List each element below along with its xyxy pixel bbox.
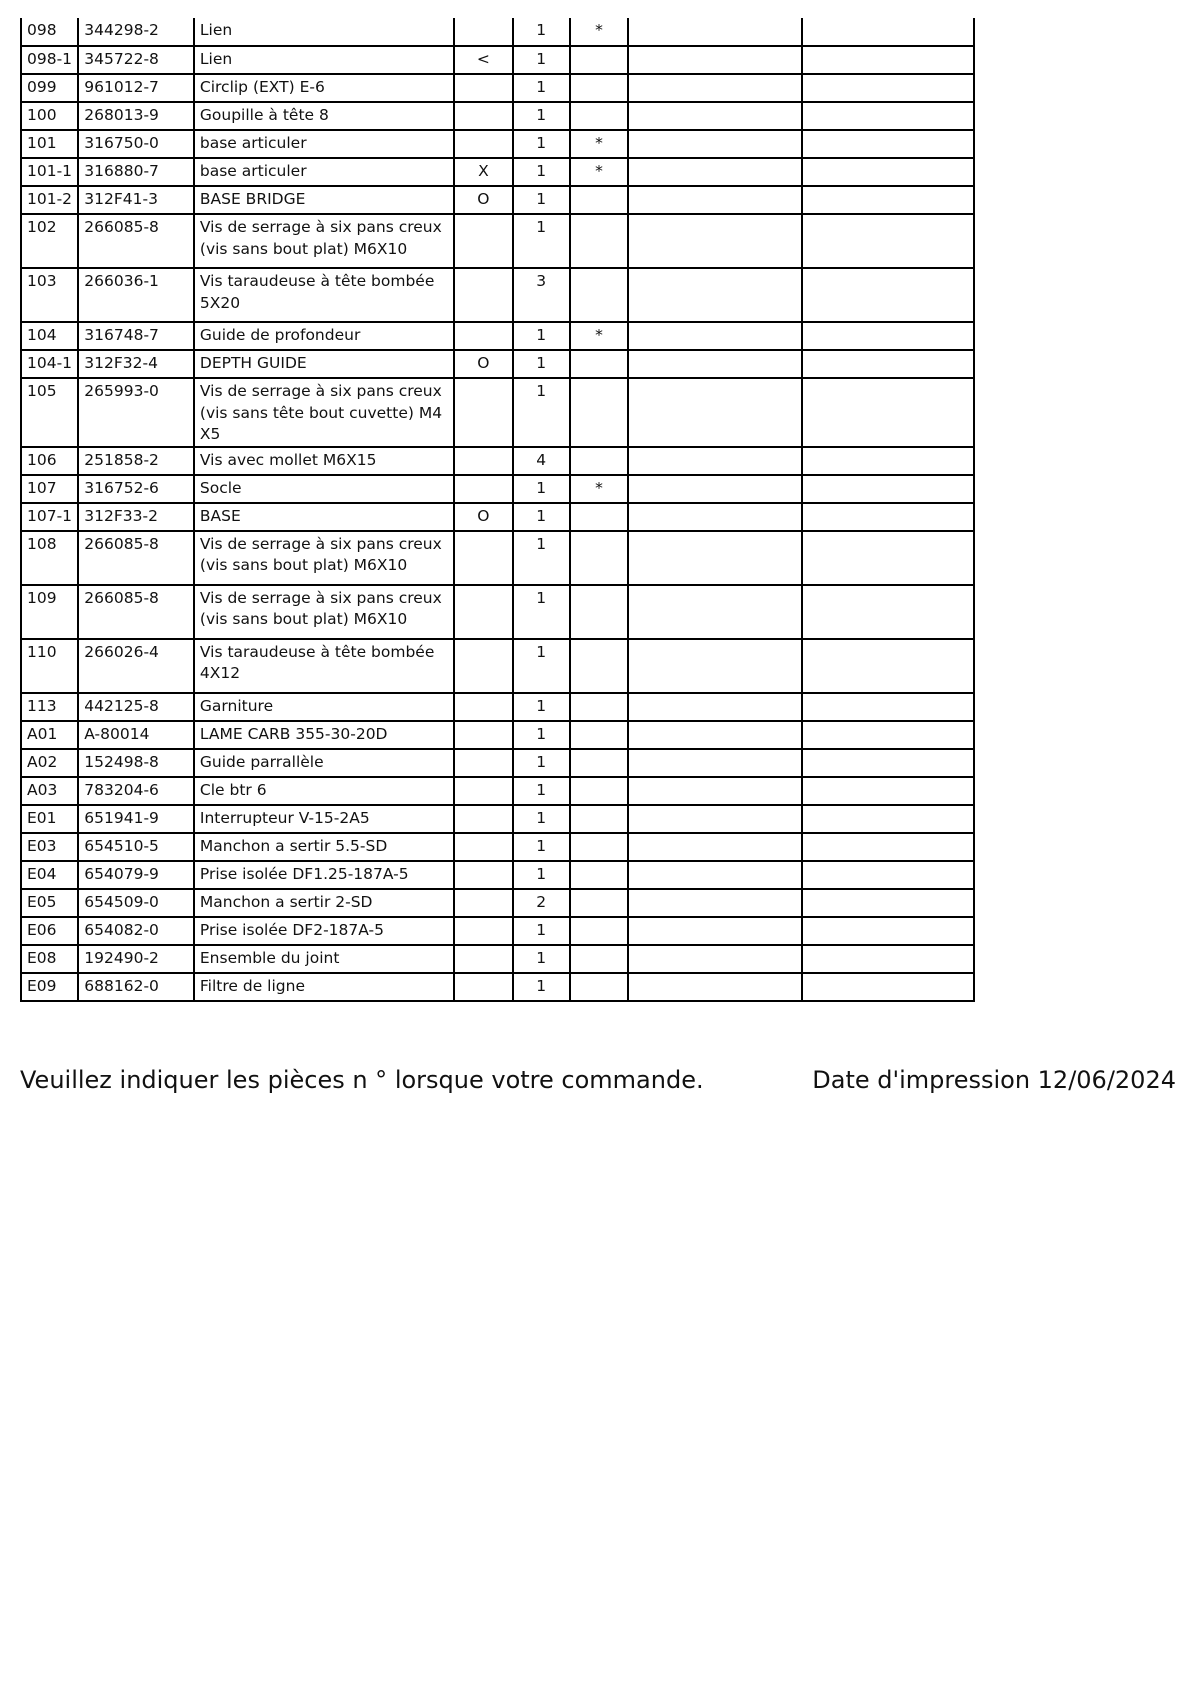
- part-number-cell: E08: [21, 945, 78, 973]
- part-number-cell: E03: [21, 833, 78, 861]
- part-description-cell: Vis taraudeuse à tête bombée 4X12: [194, 639, 454, 693]
- empty-cell: [628, 531, 802, 585]
- empty-cell: [628, 130, 802, 158]
- part-code-cell: 316880-7: [78, 158, 194, 186]
- part-mark-cell: [454, 861, 512, 889]
- empty-cell: [802, 447, 974, 475]
- part-mark-cell: [454, 639, 512, 693]
- part-quantity-cell: 1: [513, 46, 570, 74]
- part-note-cell: [570, 973, 628, 1001]
- part-quantity-cell: 1: [513, 917, 570, 945]
- part-description-cell: Interrupteur V-15-2A5: [194, 805, 454, 833]
- empty-cell: [802, 186, 974, 214]
- table-row: [21, 378, 974, 447]
- empty-cell: [802, 102, 974, 130]
- empty-cell: [802, 46, 974, 74]
- empty-cell: [802, 268, 974, 322]
- table-row: [21, 973, 974, 1001]
- part-note-cell: [570, 46, 628, 74]
- part-quantity-cell: 1: [513, 158, 570, 186]
- table-row: [21, 74, 974, 102]
- part-mark-cell: [454, 268, 512, 322]
- part-quantity-cell: 1: [513, 102, 570, 130]
- part-mark-cell: [454, 721, 512, 749]
- part-description-cell: Filtre de ligne: [194, 973, 454, 1001]
- part-note-cell: *: [570, 18, 628, 46]
- part-code-cell: 316748-7: [78, 322, 194, 350]
- empty-cell: [802, 945, 974, 973]
- part-quantity-cell: 1: [513, 945, 570, 973]
- table-row: [21, 777, 974, 805]
- part-code-cell: 312F33-2: [78, 503, 194, 531]
- empty-cell: [802, 130, 974, 158]
- part-number-cell: 104-1: [21, 350, 78, 378]
- part-description-cell: BASE BRIDGE: [194, 186, 454, 214]
- part-description-cell: Guide parrallèle: [194, 749, 454, 777]
- empty-cell: [628, 805, 802, 833]
- table-row: [21, 130, 974, 158]
- part-number-cell: 107-1: [21, 503, 78, 531]
- table-row: [21, 102, 974, 130]
- part-quantity-cell: 1: [513, 186, 570, 214]
- order-note: Veuillez indiquer les pièces n ° lorsque votre commande.: [20, 1066, 704, 1094]
- part-number-cell: 103: [21, 268, 78, 322]
- part-note-cell: [570, 861, 628, 889]
- part-mark-cell: [454, 18, 512, 46]
- part-mark-cell: [454, 805, 512, 833]
- table-row: [21, 693, 974, 721]
- part-code-cell: 654079-9: [78, 861, 194, 889]
- part-note-cell: [570, 214, 628, 268]
- part-number-cell: 110: [21, 639, 78, 693]
- part-number-cell: 109: [21, 585, 78, 639]
- part-description-cell: Lien: [194, 46, 454, 74]
- empty-cell: [628, 889, 802, 917]
- table-row: [21, 721, 974, 749]
- empty-cell: [802, 693, 974, 721]
- empty-cell: [802, 475, 974, 503]
- part-mark-cell: [454, 322, 512, 350]
- part-description-cell: Socle: [194, 475, 454, 503]
- empty-cell: [802, 158, 974, 186]
- empty-cell: [802, 378, 974, 447]
- part-mark-cell: [454, 378, 512, 447]
- empty-cell: [802, 721, 974, 749]
- part-quantity-cell: 1: [513, 585, 570, 639]
- table-row: [21, 503, 974, 531]
- part-description-cell: Garniture: [194, 693, 454, 721]
- empty-cell: [628, 447, 802, 475]
- empty-cell: [628, 158, 802, 186]
- part-quantity-cell: 1: [513, 973, 570, 1001]
- part-code-cell: 316750-0: [78, 130, 194, 158]
- part-code-cell: 152498-8: [78, 749, 194, 777]
- part-code-cell: 654082-0: [78, 917, 194, 945]
- table-row: [21, 268, 974, 322]
- part-code-cell: A-80014: [78, 721, 194, 749]
- empty-cell: [802, 833, 974, 861]
- table-row: [21, 18, 974, 46]
- part-number-cell: 102: [21, 214, 78, 268]
- empty-cell: [628, 102, 802, 130]
- part-note-cell: [570, 639, 628, 693]
- part-description-cell: Manchon a sertir 5.5-SD: [194, 833, 454, 861]
- empty-cell: [628, 186, 802, 214]
- part-note-cell: [570, 186, 628, 214]
- part-description-cell: Manchon a sertir 2-SD: [194, 889, 454, 917]
- part-note-cell: [570, 74, 628, 102]
- part-description-cell: LAME CARB 355-30-20D: [194, 721, 454, 749]
- part-mark-cell: [454, 130, 512, 158]
- part-number-cell: 100: [21, 102, 78, 130]
- part-mark-cell: [454, 833, 512, 861]
- part-code-cell: 266026-4: [78, 639, 194, 693]
- part-note-cell: [570, 350, 628, 378]
- part-note-cell: *: [570, 475, 628, 503]
- empty-cell: [628, 46, 802, 74]
- part-number-cell: E06: [21, 917, 78, 945]
- empty-cell: [628, 18, 802, 46]
- part-quantity-cell: 1: [513, 693, 570, 721]
- empty-cell: [628, 378, 802, 447]
- part-note-cell: [570, 585, 628, 639]
- part-description-cell: Vis avec mollet M6X15: [194, 447, 454, 475]
- part-mark-cell: [454, 749, 512, 777]
- part-description-cell: Goupille à tête 8: [194, 102, 454, 130]
- part-mark-cell: O: [454, 503, 512, 531]
- empty-cell: [628, 74, 802, 102]
- part-quantity-cell: 1: [513, 805, 570, 833]
- empty-cell: [802, 973, 974, 1001]
- empty-cell: [628, 585, 802, 639]
- part-quantity-cell: 1: [513, 749, 570, 777]
- part-mark-cell: [454, 531, 512, 585]
- part-mark-cell: [454, 585, 512, 639]
- part-code-cell: 345722-8: [78, 46, 194, 74]
- part-description-cell: Vis de serrage à six pans creux (vis sans bout plat) M6X10: [194, 531, 454, 585]
- part-quantity-cell: 1: [513, 777, 570, 805]
- part-code-cell: 344298-2: [78, 18, 194, 46]
- table-row: [21, 158, 974, 186]
- part-note-cell: [570, 378, 628, 447]
- part-description-cell: Vis taraudeuse à tête bombée 5X20: [194, 268, 454, 322]
- empty-cell: [802, 917, 974, 945]
- empty-cell: [628, 693, 802, 721]
- part-note-cell: *: [570, 130, 628, 158]
- part-mark-cell: [454, 693, 512, 721]
- part-mark-cell: [454, 945, 512, 973]
- table-row: [21, 585, 974, 639]
- part-quantity-cell: 1: [513, 214, 570, 268]
- part-description-cell: DEPTH GUIDE: [194, 350, 454, 378]
- part-number-cell: 113: [21, 693, 78, 721]
- part-number-cell: E05: [21, 889, 78, 917]
- empty-cell: [802, 639, 974, 693]
- part-quantity-cell: 1: [513, 503, 570, 531]
- part-note-cell: [570, 805, 628, 833]
- part-description-cell: Vis de serrage à six pans creux (vis sans bout plat) M6X10: [194, 585, 454, 639]
- part-note-cell: [570, 268, 628, 322]
- table-row: [21, 531, 974, 585]
- table-row: [21, 945, 974, 973]
- table-row: [21, 46, 974, 74]
- part-mark-cell: [454, 74, 512, 102]
- part-code-cell: 266085-8: [78, 214, 194, 268]
- part-quantity-cell: 1: [513, 475, 570, 503]
- part-mark-cell: [454, 447, 512, 475]
- empty-cell: [802, 749, 974, 777]
- part-mark-cell: [454, 777, 512, 805]
- empty-cell: [628, 973, 802, 1001]
- part-quantity-cell: 1: [513, 74, 570, 102]
- part-number-cell: E04: [21, 861, 78, 889]
- part-note-cell: [570, 917, 628, 945]
- empty-cell: [802, 503, 974, 531]
- empty-cell: [628, 268, 802, 322]
- part-note-cell: [570, 503, 628, 531]
- empty-cell: [628, 749, 802, 777]
- empty-cell: [628, 833, 802, 861]
- part-quantity-cell: 4: [513, 447, 570, 475]
- empty-cell: [628, 721, 802, 749]
- part-quantity-cell: 1: [513, 639, 570, 693]
- part-description-cell: Guide de profondeur: [194, 322, 454, 350]
- part-description-cell: Lien: [194, 18, 454, 46]
- part-number-cell: A02: [21, 749, 78, 777]
- parts-table: [20, 18, 975, 1002]
- part-number-cell: A03: [21, 777, 78, 805]
- part-mark-cell: [454, 102, 512, 130]
- part-description-cell: Ensemble du joint: [194, 945, 454, 973]
- part-number-cell: 107: [21, 475, 78, 503]
- part-number-cell: A01: [21, 721, 78, 749]
- table-row: [21, 861, 974, 889]
- print-date: Date d'impression 12/06/2024: [812, 1066, 1176, 1094]
- part-note-cell: [570, 693, 628, 721]
- part-code-cell: 654510-5: [78, 833, 194, 861]
- table-row: [21, 917, 974, 945]
- part-note-cell: *: [570, 322, 628, 350]
- empty-cell: [802, 531, 974, 585]
- empty-cell: [628, 214, 802, 268]
- part-code-cell: 266085-8: [78, 585, 194, 639]
- empty-cell: [628, 917, 802, 945]
- empty-cell: [628, 350, 802, 378]
- table-row: [21, 889, 974, 917]
- part-note-cell: [570, 749, 628, 777]
- table-row: [21, 805, 974, 833]
- part-code-cell: 961012-7: [78, 74, 194, 102]
- part-code-cell: 316752-6: [78, 475, 194, 503]
- part-note-cell: [570, 945, 628, 973]
- empty-cell: [628, 861, 802, 889]
- empty-cell: [802, 585, 974, 639]
- empty-cell: [802, 74, 974, 102]
- part-note-cell: [570, 531, 628, 585]
- part-number-cell: 098-1: [21, 46, 78, 74]
- part-description-cell: Prise isolée DF1.25-187A-5: [194, 861, 454, 889]
- part-quantity-cell: 1: [513, 350, 570, 378]
- part-code-cell: 266036-1: [78, 268, 194, 322]
- part-code-cell: 251858-2: [78, 447, 194, 475]
- part-mark-cell: [454, 475, 512, 503]
- part-quantity-cell: 1: [513, 18, 570, 46]
- part-code-cell: 688162-0: [78, 973, 194, 1001]
- part-number-cell: E09: [21, 973, 78, 1001]
- part-quantity-cell: 1: [513, 833, 570, 861]
- empty-cell: [628, 322, 802, 350]
- part-quantity-cell: 1: [513, 721, 570, 749]
- table-row: [21, 639, 974, 693]
- part-description-cell: BASE: [194, 503, 454, 531]
- part-description-cell: Cle btr 6: [194, 777, 454, 805]
- table-row: [21, 475, 974, 503]
- part-note-cell: [570, 777, 628, 805]
- part-code-cell: 268013-9: [78, 102, 194, 130]
- table-row: [21, 322, 974, 350]
- part-code-cell: 192490-2: [78, 945, 194, 973]
- part-description-cell: Prise isolée DF2-187A-5: [194, 917, 454, 945]
- part-description-cell: Circlip (EXT) E-6: [194, 74, 454, 102]
- part-number-cell: 099: [21, 74, 78, 102]
- part-number-cell: 098: [21, 18, 78, 46]
- table-row: [21, 350, 974, 378]
- part-description-cell: Vis de serrage à six pans creux (vis sans tête bout cuvette) M4X5: [194, 378, 454, 447]
- empty-cell: [802, 322, 974, 350]
- table-row: [21, 749, 974, 777]
- part-number-cell: 101-1: [21, 158, 78, 186]
- part-quantity-cell: 1: [513, 378, 570, 447]
- part-quantity-cell: 3: [513, 268, 570, 322]
- part-code-cell: 651941-9: [78, 805, 194, 833]
- part-mark-cell: [454, 214, 512, 268]
- table-row: [21, 214, 974, 268]
- empty-cell: [628, 777, 802, 805]
- table-row: [21, 447, 974, 475]
- part-mark-cell: [454, 889, 512, 917]
- part-mark-cell: O: [454, 186, 512, 214]
- part-code-cell: 442125-8: [78, 693, 194, 721]
- part-note-cell: [570, 833, 628, 861]
- table-row: [21, 186, 974, 214]
- empty-cell: [628, 475, 802, 503]
- parts-table-body: [21, 18, 974, 1001]
- part-note-cell: [570, 721, 628, 749]
- part-mark-cell: [454, 917, 512, 945]
- part-mark-cell: [454, 973, 512, 1001]
- part-code-cell: 783204-6: [78, 777, 194, 805]
- part-code-cell: 312F41-3: [78, 186, 194, 214]
- empty-cell: [802, 18, 974, 46]
- part-description-cell: Vis de serrage à six pans creux (vis sans bout plat) M6X10: [194, 214, 454, 268]
- part-number-cell: 108: [21, 531, 78, 585]
- part-code-cell: 654509-0: [78, 889, 194, 917]
- empty-cell: [802, 889, 974, 917]
- part-code-cell: 312F32-4: [78, 350, 194, 378]
- empty-cell: [802, 805, 974, 833]
- part-note-cell: [570, 102, 628, 130]
- part-quantity-cell: 2: [513, 889, 570, 917]
- part-mark-cell: X: [454, 158, 512, 186]
- part-description-cell: base articuler: [194, 130, 454, 158]
- part-note-cell: *: [570, 158, 628, 186]
- empty-cell: [802, 214, 974, 268]
- table-row: [21, 833, 974, 861]
- part-description-cell: base articuler: [194, 158, 454, 186]
- part-quantity-cell: 1: [513, 861, 570, 889]
- part-code-cell: 265993-0: [78, 378, 194, 447]
- empty-cell: [802, 861, 974, 889]
- part-quantity-cell: 1: [513, 322, 570, 350]
- part-note-cell: [570, 447, 628, 475]
- empty-cell: [802, 777, 974, 805]
- part-number-cell: E01: [21, 805, 78, 833]
- part-mark-cell: O: [454, 350, 512, 378]
- empty-cell: [628, 639, 802, 693]
- empty-cell: [628, 503, 802, 531]
- part-number-cell: 101: [21, 130, 78, 158]
- part-number-cell: 106: [21, 447, 78, 475]
- part-number-cell: 105: [21, 378, 78, 447]
- part-number-cell: 101-2: [21, 186, 78, 214]
- empty-cell: [628, 945, 802, 973]
- part-code-cell: 266085-8: [78, 531, 194, 585]
- empty-cell: [802, 350, 974, 378]
- part-mark-cell: <: [454, 46, 512, 74]
- part-quantity-cell: 1: [513, 130, 570, 158]
- part-note-cell: [570, 889, 628, 917]
- part-quantity-cell: 1: [513, 531, 570, 585]
- part-number-cell: 104: [21, 322, 78, 350]
